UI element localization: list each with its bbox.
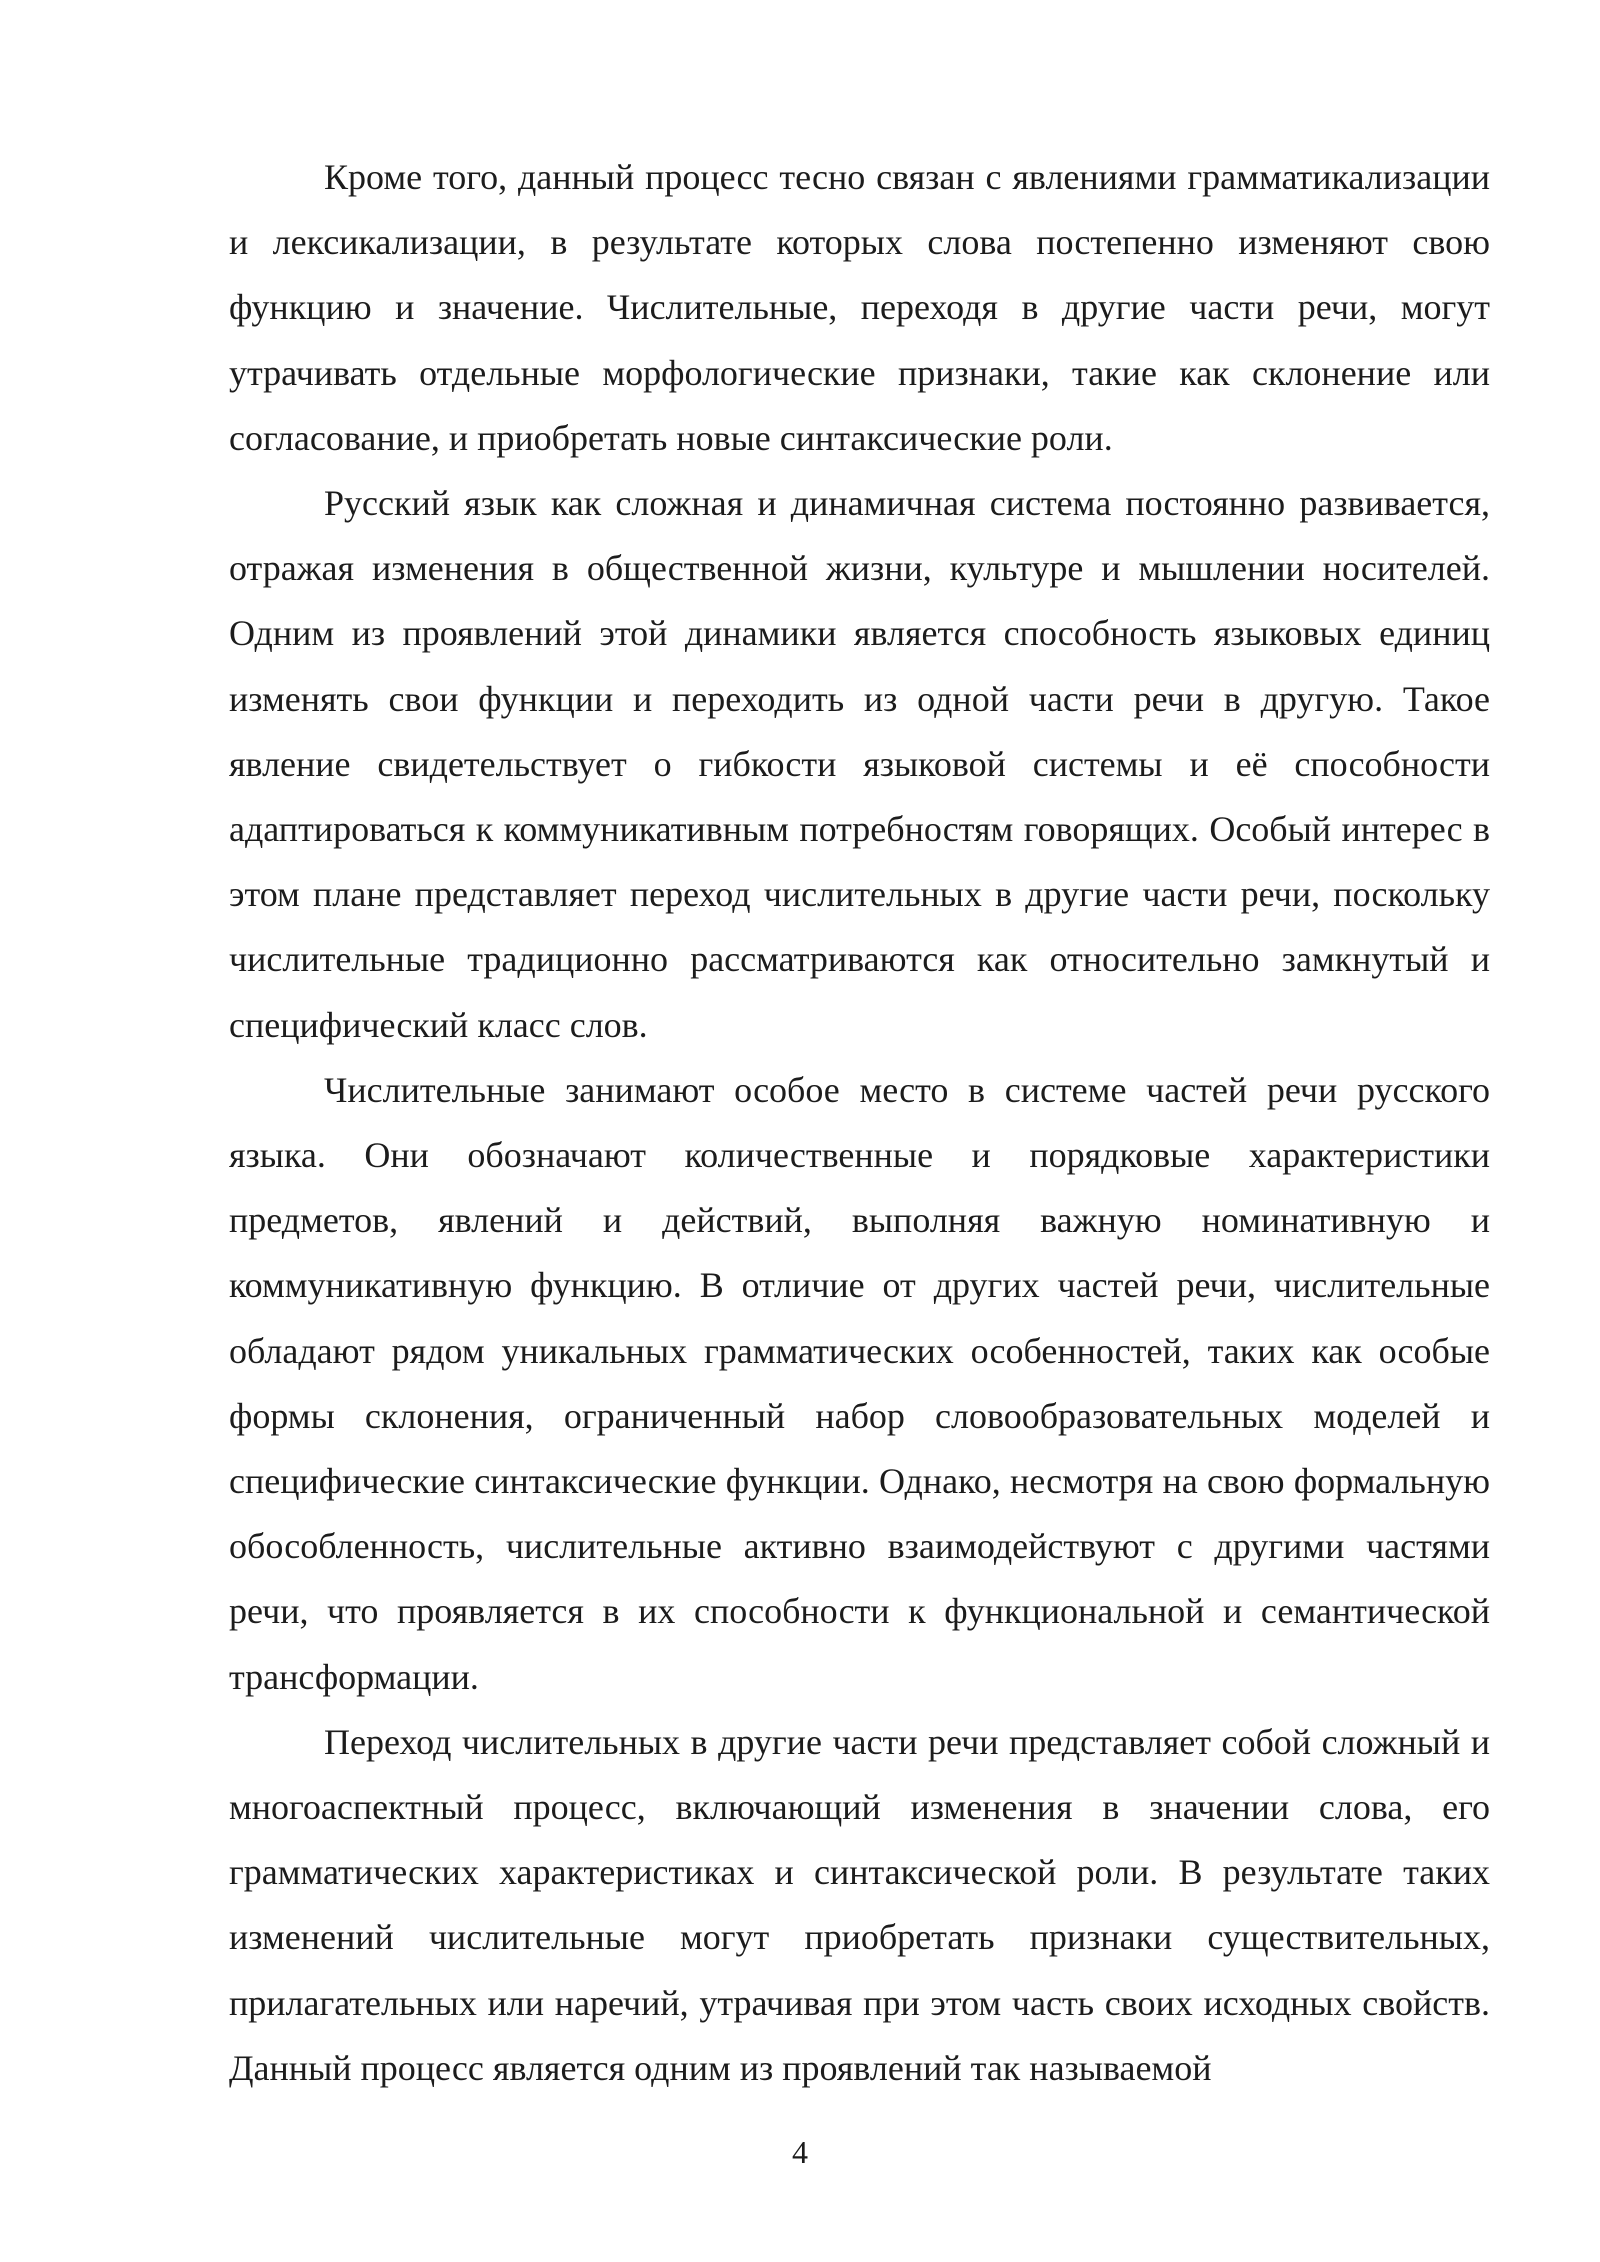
paragraph-2: Русский язык как сложная и динамичная система постоянно развивается, отражая изменения в общественной жизни, культуре и мышлении носителей. Одним из проявлений этой динамики является способность языковых единиц изменять свои функции и переходить из одной части речи в другую. Такое явление свидетельствует о гибкости языковой системы и её способности адаптироваться к коммуникативным потребностям говорящих. Особый интерес в этом плане представляет переход числительных в другие части речи, поскольку числительные традиционно рассматриваются как относительно замкнутый и специфический класс слов. bbox=[229, 483, 1490, 1045]
paragraph-3: Числительные занимают особое место в системе частей речи русского языка. Они обозначают количественные и порядковые характеристики предметов, явлений и действий, выполняя важную номинативную и коммуникативную функцию. В отличие от других частей речи, числительные обладают рядом уникальных грамматических особенностей, таких как особые формы склонения, ограниченный набор словообразовательных моделей и специфические синтаксические функции. Однако, несмотря на свою формальную обособленность, числительные активно взаимодействуют с другими частями речи, что проявляется в их способности к функциональной и семантической трансформации. bbox=[229, 1069, 1490, 1697]
paragraph-4: Переход числительных в другие части речи представляет собой сложный и многоаспектный процесс, включающий изменения в значении слова, его грамматических характеристиках и синтаксической роли. В результате таких изменений числительные могут приобретать признаки существительных, прилагательных или наречий, утрачивая при этом часть своих исходных свойств. Данный процесс является одним из проявлений так называемой bbox=[229, 1721, 1490, 2088]
page-number: 4 bbox=[792, 2134, 808, 2170]
body-text bbox=[229, 145, 1490, 2101]
paragraph-1: Кроме того, данный процесс тесно связан с явлениями грамматикализации и лексикализации, в результате которых слова постепенно изменяют свою функцию и значение. Числительные, переходя в другие части речи, могут утрачивать отдельные морфологические признаки, такие как склонение или согласование, и приобретать новые синтаксические роли. bbox=[229, 157, 1490, 458]
